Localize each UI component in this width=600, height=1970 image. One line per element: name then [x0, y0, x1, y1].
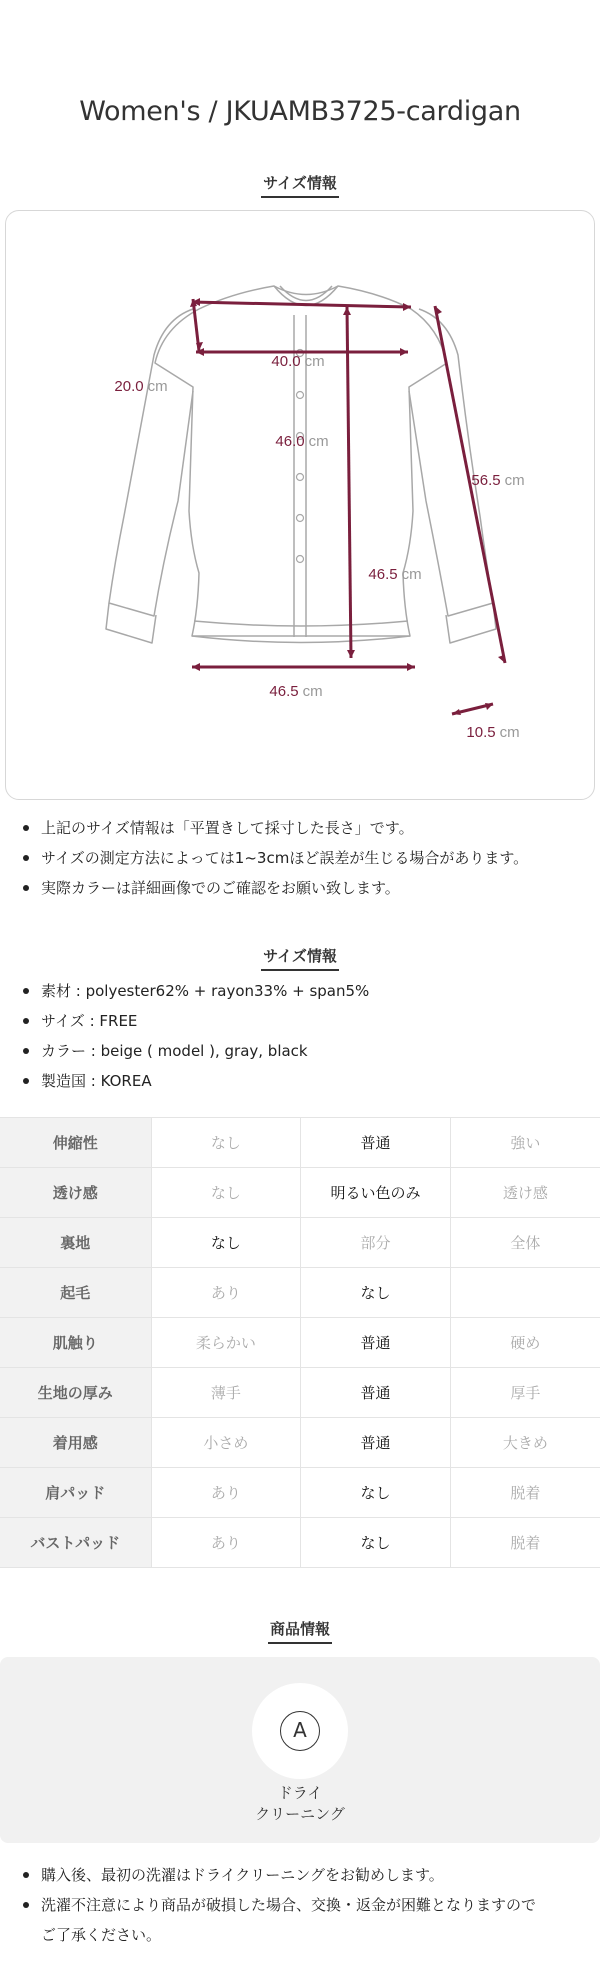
list-item: サイズの測定方法によっては1~3cmほど誤差が生じる場合があります。	[0, 843, 600, 873]
dry-clean-icon	[252, 1683, 348, 1779]
fabric-attribute-table	[0, 1117, 600, 1568]
list-item: サイズ : FREE	[0, 1006, 600, 1036]
attribute-option: なし	[301, 1468, 451, 1518]
chest-width-label: 46.0 cm	[275, 433, 329, 450]
product-notes-list	[0, 1860, 600, 1950]
attribute-option: 脱着	[450, 1468, 600, 1518]
cardigan-illustration	[106, 286, 496, 643]
attribute-option: 普通	[301, 1418, 451, 1468]
attribute-option	[450, 1268, 600, 1318]
care-label: ドライ クリーニング	[255, 1784, 345, 1823]
attribute-label: バストパッド	[0, 1518, 151, 1568]
cuff-width-label: 10.5 cm	[466, 724, 520, 741]
attribute-option: 全体	[450, 1218, 600, 1268]
attribute-option: なし	[151, 1168, 301, 1218]
attribute-label: 肩パッド	[0, 1468, 151, 1518]
attribute-option: 強い	[450, 1118, 600, 1168]
attribute-label: 透け感	[0, 1168, 151, 1218]
attribute-option: 普通	[301, 1368, 451, 1418]
cardigan-buttons	[297, 350, 304, 563]
body-length-label: 46.5 cm	[368, 566, 422, 583]
attribute-option: 薄手	[151, 1368, 301, 1418]
list-item: 製造国 : KOREA	[0, 1066, 600, 1096]
table-row	[0, 1468, 600, 1518]
table-row	[0, 1218, 600, 1268]
attribute-label: 肌触り	[0, 1318, 151, 1368]
table-row	[0, 1418, 600, 1468]
page-title: Women's / JKUAMB3725-cardigan	[79, 96, 521, 127]
product-info-heading: 商品情報	[0, 1618, 600, 1644]
attribute-option: 明るい色のみ	[301, 1168, 451, 1218]
measurement-lines	[190, 298, 505, 715]
hem-width-label: 46.5 cm	[269, 683, 323, 700]
sleeve-length-label: 56.5 cm	[471, 472, 525, 489]
attribute-option: 普通	[301, 1118, 451, 1168]
attribute-label: 裏地	[0, 1218, 151, 1268]
attribute-label: 伸縮性	[0, 1118, 151, 1168]
attribute-option: なし	[301, 1268, 451, 1318]
attribute-option: あり	[151, 1268, 301, 1318]
list-item: 上記のサイズ情報は「平置きして採寸した長さ」です。	[0, 813, 600, 843]
table-row	[0, 1368, 600, 1418]
attribute-option: 部分	[301, 1218, 451, 1268]
spec-list	[0, 976, 600, 1096]
table-row	[0, 1518, 600, 1568]
attribute-label: 生地の厚み	[0, 1368, 151, 1418]
size-notes-list	[0, 813, 600, 903]
attribute-option: 柔らかい	[151, 1318, 301, 1368]
attribute-option: 普通	[301, 1318, 451, 1368]
attribute-label: 着用感	[0, 1418, 151, 1468]
list-item: 洗濯不注意により商品が破損した場合、交換・返金が困難となりますので	[0, 1890, 600, 1920]
size-diagram	[5, 210, 595, 800]
list-item: 素材 : polyester62% + rayon33% + span5%	[0, 976, 600, 1006]
care-symbol: A	[280, 1711, 320, 1751]
attribute-label: 起毛	[0, 1268, 151, 1318]
shoulder-width-label: 40.0 cm	[271, 353, 325, 370]
armhole-label: 20.0 cm	[114, 378, 168, 395]
attribute-option: 硬め	[450, 1318, 600, 1368]
attribute-option: あり	[151, 1518, 301, 1568]
table-row	[0, 1268, 600, 1318]
list-item: 購入後、最初の洗濯はドライクリーニングをお勧めします。	[0, 1860, 600, 1890]
table-row	[0, 1318, 600, 1368]
table-row	[0, 1118, 600, 1168]
attribute-option: なし	[151, 1118, 301, 1168]
list-item-continuation: ご了承ください。	[41, 1926, 162, 1944]
attribute-option: なし	[151, 1218, 301, 1268]
cardigan-size-chart	[6, 211, 596, 801]
detail-info-heading: サイズ情報	[0, 945, 600, 971]
care-instruction-panel	[0, 1657, 600, 1843]
list-item: カラー : beige ( model ), gray, black	[0, 1036, 600, 1066]
attribute-option: あり	[151, 1468, 301, 1518]
attribute-option: なし	[301, 1518, 451, 1568]
size-info-heading: サイズ情報	[0, 172, 600, 198]
measurement-labels	[114, 353, 524, 741]
table-row	[0, 1168, 600, 1218]
list-item: 実際カラーは詳細画像でのご確認をお願い致します。	[0, 873, 600, 903]
attribute-option: 大きめ	[450, 1418, 600, 1468]
attribute-option: 脱着	[450, 1518, 600, 1568]
attribute-option: 透け感	[450, 1168, 600, 1218]
attribute-option: 小さめ	[151, 1418, 301, 1468]
attribute-option: 厚手	[450, 1368, 600, 1418]
